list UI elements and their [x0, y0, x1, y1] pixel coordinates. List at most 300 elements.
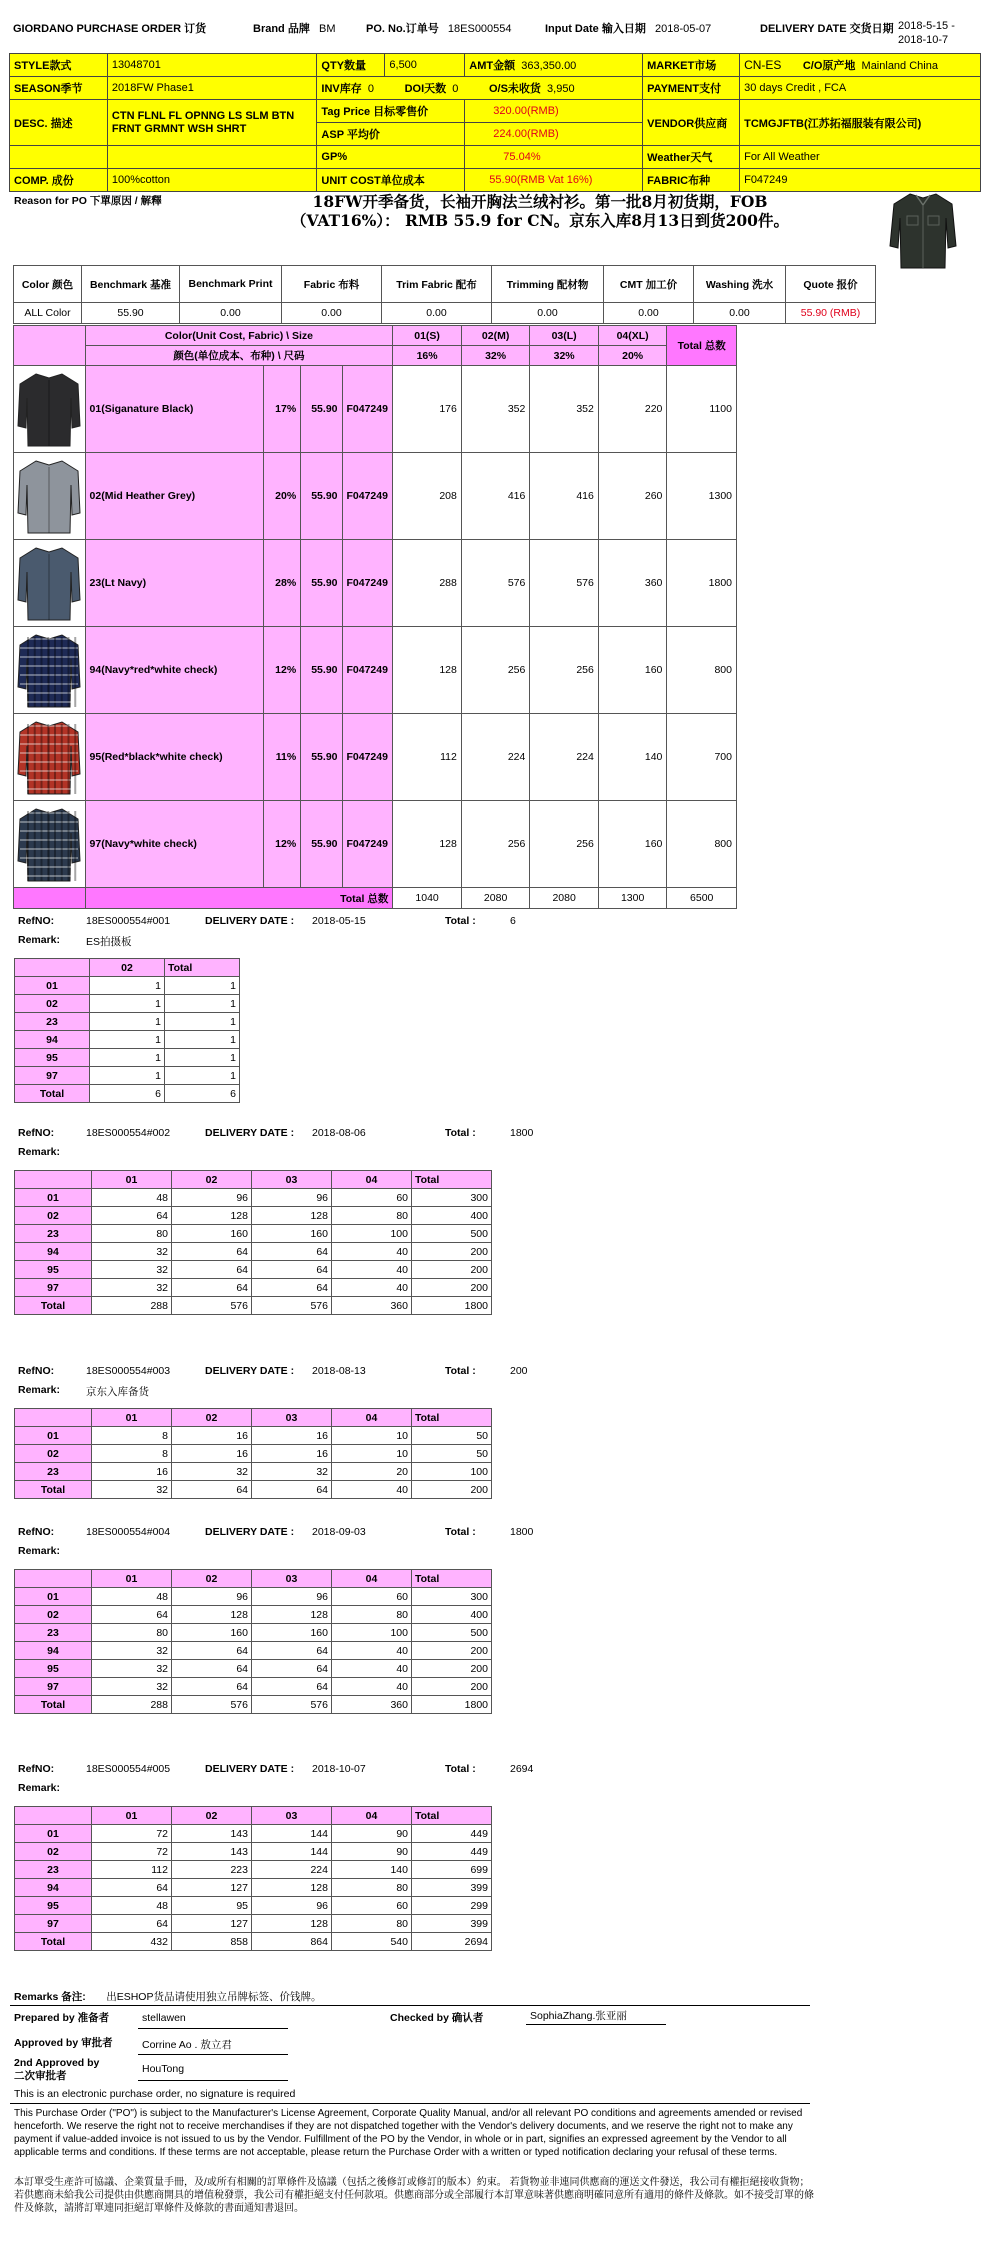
- reason-label: Reason for PO 下單原因 / 解釋: [14, 195, 162, 207]
- delivery-breakdown-table: [14, 1806, 492, 1951]
- shirt-swatch-image: [16, 544, 82, 622]
- legal-english: This Purchase Order ("PO") is subject to the Manufacturer's License Agreement, Corporate Quality Manual, and/or all relevant PO conditions and agreements amended or revised henceforth. We reserve the right not to receive merchandises if they are not dispatched together with the Vendor's delivery documents, and we reserve the right not to make any payment if value-added invoice is not issued to us by the Vendor. Fulfillment of the PO by the Vendor, in whole or in part, signifies an expressed agreement by the Vendor to all applicable terms and conditions. If these terms are not acceptable, please return the Purchase Order with a written or typed notification declaring your refusal of these terms.: [14, 2108, 803, 2158]
- delivery-date-label: DELIVERY DATE :: [205, 1763, 295, 1775]
- color-name: 97(Navy*white check): [85, 801, 263, 888]
- ref-value: 18ES000554#004: [86, 1526, 171, 1538]
- season-label: SEASON季节: [10, 77, 108, 100]
- delivery-qty-cell: 8: [92, 1445, 172, 1463]
- shirt-swatch-image: [16, 370, 82, 448]
- checked-label: Checked by 确认者: [390, 2012, 484, 2024]
- comp-label: COMP. 成份: [10, 169, 108, 192]
- season-value: 2018FW Phase1: [107, 77, 317, 100]
- delivery-qty-cell: 10: [332, 1427, 412, 1445]
- approved2-label-line1: 2nd Approved by: [14, 2057, 100, 2069]
- delivery-qty-cell: 40: [332, 1678, 412, 1696]
- delivery-date-label: DELIVERY DATE :: [205, 1127, 295, 1139]
- matrix-header-line2: 颜色(单位成本、布种) \ 尺码: [85, 346, 393, 366]
- size-qty-cell: 160: [598, 627, 667, 714]
- ref-label: RefNO:: [18, 1127, 55, 1139]
- remark-label: Remark:: [18, 1384, 61, 1396]
- brand-label: Brand 品牌: [253, 23, 310, 35]
- shirt-swatch-image: [16, 631, 82, 709]
- delivery-qty-cell: 32: [172, 1463, 252, 1481]
- delivery-qty-cell: 96: [172, 1588, 252, 1606]
- color-swatch-cell: [14, 627, 86, 714]
- delivery-qty-cell: 140: [332, 1861, 412, 1879]
- delivery-row: [15, 977, 240, 995]
- delivery-col-header: Total: [165, 959, 240, 977]
- color-total-cell: 700: [667, 714, 737, 801]
- delivery-qty-cell: 64: [252, 1481, 332, 1499]
- delivery-date-label: DELIVERY DATE :: [205, 1365, 295, 1377]
- delivery-qty-cell: 32: [92, 1660, 172, 1678]
- size-qty-cell: 576: [530, 540, 599, 627]
- delivery-qty-cell: 1: [90, 1031, 165, 1049]
- delivery-qty-cell: 80: [332, 1879, 412, 1897]
- market-value: CN-ES: [744, 58, 782, 72]
- asp-value: 224.00(RMB): [465, 123, 643, 146]
- delivery-qty-cell: 16: [252, 1427, 332, 1445]
- delivery-date-label: DELIVERY DATE 交货日期: [760, 23, 894, 35]
- delivery-qty-cell: 32: [252, 1463, 332, 1481]
- delivery-qty-cell: 500: [412, 1225, 492, 1243]
- delivery-qty-cell: 16: [172, 1427, 252, 1445]
- delivery-qty-cell: 1: [165, 1013, 240, 1031]
- delivery-qty-cell: 72: [92, 1843, 172, 1861]
- color-name: 95(Red*black*white check): [85, 714, 263, 801]
- origin-value: Mainland China: [861, 60, 938, 72]
- ref-label: RefNO:: [18, 1763, 55, 1775]
- color-total-cell: 1800: [667, 540, 737, 627]
- delivery-qty-cell: 299: [412, 1897, 492, 1915]
- delivery-row-label: 23: [15, 1861, 92, 1879]
- color-percent: 28%: [263, 540, 300, 627]
- delivery-row: [15, 1825, 492, 1843]
- color-fabric: F047249: [342, 627, 393, 714]
- delivery-total-label: Total :: [445, 915, 476, 927]
- electronic-notice: This is an electronic purchase order, no signature is required: [14, 2088, 296, 2100]
- color-percent: 17%: [263, 366, 300, 453]
- delivery-qty-cell: 1800: [412, 1696, 492, 1714]
- delivery-qty-cell: 64: [172, 1642, 252, 1660]
- delivery-col-header: 03: [252, 1570, 332, 1588]
- size-ratio: 32%: [530, 346, 599, 366]
- comp-value: 100%cotton: [107, 169, 317, 192]
- delivery-total-value: 6: [510, 915, 516, 927]
- delivery-qty-cell: 144: [252, 1843, 332, 1861]
- delivery-date-value: 2018-05-15: [312, 915, 366, 927]
- delivery-qty-cell: 128: [252, 1606, 332, 1624]
- delivery-qty-cell: 64: [172, 1261, 252, 1279]
- po-info-grid: [9, 53, 981, 192]
- ref-value: 18ES000554#003: [86, 1365, 171, 1377]
- delivery-row: [15, 1049, 240, 1067]
- delivery-qty-cell: 1: [90, 995, 165, 1013]
- delivery-qty-cell: 20: [332, 1463, 412, 1481]
- vendor-value: TCMGJFTB(江苏拓福服装有限公司): [740, 100, 981, 146]
- approved-label: Approved by 审批者: [14, 2037, 113, 2049]
- delivery-qty-cell: 32: [92, 1678, 172, 1696]
- cost-value-cell: 55.90 (RMB): [786, 303, 876, 324]
- delivery-qty-cell: 60: [332, 1189, 412, 1207]
- delivery-qty-cell: 40: [332, 1279, 412, 1297]
- delivery-total-value: 200: [510, 1365, 528, 1377]
- ref-value: 18ES000554#001: [86, 915, 171, 927]
- delivery-qty-cell: 288: [92, 1297, 172, 1315]
- matrix-header-line1: Color(Unit Cost, Fabric) \ Size: [85, 326, 393, 346]
- delivery-qty-cell: 1: [90, 1049, 165, 1067]
- delivery-row-label: 01: [15, 977, 90, 995]
- delivery-qty-cell: 300: [412, 1588, 492, 1606]
- delivery-qty-cell: 96: [252, 1588, 332, 1606]
- color-percent: 12%: [263, 801, 300, 888]
- fabric-value: F047249: [740, 169, 981, 192]
- delivery-total-label: Total :: [445, 1127, 476, 1139]
- cost-header-cell: Quote 报价: [786, 266, 876, 303]
- ref-value: 18ES000554#005: [86, 1763, 171, 1775]
- delivery-qty-cell: 360: [332, 1696, 412, 1714]
- color-name: 94(Navy*red*white check): [85, 627, 263, 714]
- size-qty-cell: 112: [393, 714, 462, 801]
- delivery-row-label: 95: [15, 1660, 92, 1678]
- delivery-row-label: 02: [15, 995, 90, 1013]
- delivery-row-label: 02: [15, 1843, 92, 1861]
- payment-value: 30 days Credit , FCA: [740, 77, 981, 100]
- cost-breakdown-table: [13, 265, 876, 324]
- delivery-qty-cell: 200: [412, 1660, 492, 1678]
- delivery-qty-cell: 540: [332, 1933, 412, 1951]
- delivery-row: [15, 1427, 492, 1445]
- color-swatch-cell: [14, 453, 86, 540]
- delivery-row-label: 02: [15, 1207, 92, 1225]
- delivery-qty-cell: 40: [332, 1660, 412, 1678]
- delivery-qty-cell: 40: [332, 1481, 412, 1499]
- delivery-qty-cell: 200: [412, 1678, 492, 1696]
- delivery-qty-cell: 300: [412, 1189, 492, 1207]
- cost-header-cell: Washing 洗水: [694, 266, 786, 303]
- delivery-qty-cell: 200: [412, 1243, 492, 1261]
- color-fabric: F047249: [342, 453, 393, 540]
- delivery-qty-cell: 64: [92, 1879, 172, 1897]
- delivery-qty-cell: 112: [92, 1861, 172, 1879]
- grand-total-label: Total 总数: [85, 888, 393, 909]
- shirt-swatch-image: [16, 718, 82, 796]
- delivery-row: [15, 1588, 492, 1606]
- delivery-qty-cell: 60: [332, 1588, 412, 1606]
- gp-value: 75.04%: [465, 146, 643, 169]
- delivery-qty-cell: 96: [252, 1189, 332, 1207]
- delivery-qty-cell: 16: [92, 1463, 172, 1481]
- delivery-row: [15, 1660, 492, 1678]
- delivery-qty-cell: 128: [252, 1207, 332, 1225]
- grand-total-cell: 6500: [667, 888, 737, 909]
- fabric-label: FABRIC布种: [643, 169, 740, 192]
- delivery-qty-cell: 399: [412, 1915, 492, 1933]
- color-swatch-cell: [14, 540, 86, 627]
- cost-value-cell: 0.00: [492, 303, 604, 324]
- delivery-qty-cell: 64: [172, 1481, 252, 1499]
- size-ratio: 20%: [598, 346, 667, 366]
- color-total-cell: 1300: [667, 453, 737, 540]
- delivery-qty-cell: 449: [412, 1825, 492, 1843]
- delivery-total-label: Total :: [445, 1763, 476, 1775]
- delivery-qty-cell: 224: [252, 1861, 332, 1879]
- shirt-swatch-image: [16, 805, 82, 883]
- delivery-col-header: Total: [412, 1409, 492, 1427]
- size-qty-cell: 208: [393, 453, 462, 540]
- cost-value-cell: 0.00: [180, 303, 282, 324]
- delivery-qty-cell: 699: [412, 1861, 492, 1879]
- delivery-row: [15, 1085, 240, 1103]
- reason-line-2: （VAT16%）： RMB 55.9 for CN。京东入库8月13日到货200件。: [291, 211, 789, 230]
- delivery-col-header: 02: [172, 1409, 252, 1427]
- grand-total-cell: 1300: [598, 888, 667, 909]
- delivery-qty-cell: 48: [92, 1897, 172, 1915]
- delivery-qty-cell: 48: [92, 1588, 172, 1606]
- input-date-value: 2018-05-07: [655, 23, 712, 35]
- remark-value: 京东入库备货: [86, 1386, 149, 1398]
- size-qty-cell: 288: [393, 540, 462, 627]
- amt-label: AMT金额: [469, 60, 516, 72]
- matrix-row: [14, 366, 737, 453]
- delivery-qty-cell: 143: [172, 1843, 252, 1861]
- delivery-row: [15, 1445, 492, 1463]
- po-number-label: PO. No.订单号: [366, 23, 439, 35]
- cost-header-cell: Benchmark 基准: [82, 266, 180, 303]
- delivery-qty-cell: 16: [252, 1445, 332, 1463]
- delivery-breakdown-table: [14, 958, 240, 1103]
- size-qty-cell: 416: [530, 453, 599, 540]
- delivery-col-header: 02: [172, 1570, 252, 1588]
- delivery-date-value-1: 2018-5-15 -: [898, 20, 955, 32]
- delivery-qty-cell: 399: [412, 1879, 492, 1897]
- delivery-col-header: 04: [332, 1171, 412, 1189]
- delivery-row-label: Total: [15, 1297, 92, 1315]
- delivery-qty-cell: 128: [252, 1915, 332, 1933]
- color-unit-cost: 55.90: [301, 714, 342, 801]
- doi-label: DOI天数: [404, 83, 447, 95]
- size-header: 03(L): [530, 326, 599, 346]
- delivery-qty-cell: 80: [332, 1915, 412, 1933]
- delivery-total-value: 2694: [510, 1763, 534, 1775]
- cost-value-cell: 0.00: [282, 303, 382, 324]
- delivery-row: [15, 1642, 492, 1660]
- delivery-qty-cell: 223: [172, 1861, 252, 1879]
- delivery-col-header: 03: [252, 1171, 332, 1189]
- color-name: 01(Siganature Black): [85, 366, 263, 453]
- delivery-row: [15, 1696, 492, 1714]
- delivery-qty-cell: 360: [332, 1297, 412, 1315]
- cost-value-cell: ALL Color: [14, 303, 82, 324]
- delivery-qty-cell: 200: [412, 1642, 492, 1660]
- color-total-cell: 800: [667, 627, 737, 714]
- delivery-qty-cell: 200: [412, 1261, 492, 1279]
- color-total-cell: 1100: [667, 366, 737, 453]
- approved2-label-line2: 二次审批者: [14, 2070, 67, 2082]
- delivery-row: [15, 1243, 492, 1261]
- delivery-qty-cell: 32: [92, 1243, 172, 1261]
- size-qty-cell: 224: [461, 714, 530, 801]
- delivery-qty-cell: 90: [332, 1843, 412, 1861]
- asp-label: ASP 平均价: [317, 123, 465, 146]
- prepared-label: Prepared by 准备者: [14, 2012, 110, 2024]
- size-qty-cell: 140: [598, 714, 667, 801]
- color-unit-cost: 55.90: [301, 801, 342, 888]
- delivery-qty-cell: 100: [332, 1225, 412, 1243]
- delivery-row-label: 97: [15, 1678, 92, 1696]
- remark-label: Remark:: [18, 934, 61, 946]
- remarks-value: 出ESHOP货品请使用独立吊牌标签、价钱牌。: [106, 1991, 322, 2003]
- legal-chinese: 本訂單受生產許可協議、企業質量手冊，及/或所有相關的訂單條件及協議（包括之後修訂或修訂的版本）約束。 若貨物並非連同供應商的運送文件發送，我公司有權拒絕接收貨物；若供應商未給我公司提供由供應商開具的增值稅發票，我公司有權拒絕支付任何款項。供應商部分或全部履行本訂單意味著供應商明確同意所有適用的條件及條款。如不接受訂單的條件及條款，請將訂單連同拒絕訂單條件及條款的書面通知書退回。: [14, 2177, 814, 2214]
- color-swatch-cell: [14, 714, 86, 801]
- delivery-row: [15, 1843, 492, 1861]
- checked-value: SophiaZhang.张亚丽: [530, 2010, 627, 2022]
- remark-value: ES拍摄板: [86, 936, 132, 948]
- delivery-qty-cell: 400: [412, 1606, 492, 1624]
- inv-value: 0: [367, 83, 375, 95]
- input-date-label: Input Date 输入日期: [545, 23, 646, 35]
- matrix-total-header: Total 总数: [667, 326, 737, 366]
- delivery-col-header: 01: [92, 1171, 172, 1189]
- delivery-qty-cell: 1: [165, 1049, 240, 1067]
- color-percent: 12%: [263, 627, 300, 714]
- delivery-qty-cell: 1800: [412, 1297, 492, 1315]
- delivery-row: [15, 1933, 492, 1951]
- delivery-qty-cell: 128: [172, 1207, 252, 1225]
- po-number-field: [366, 20, 512, 36]
- delivery-qty-cell: 64: [252, 1678, 332, 1696]
- grand-total-cell: 1040: [393, 888, 462, 909]
- delivery-date-value: 2018-08-06: [312, 1127, 366, 1139]
- delivery-qty-cell: 100: [412, 1463, 492, 1481]
- delivery-row: [15, 1624, 492, 1642]
- delivery-qty-cell: 432: [92, 1933, 172, 1951]
- delivery-qty-cell: 200: [412, 1279, 492, 1297]
- delivery-qty-cell: 64: [252, 1642, 332, 1660]
- delivery-qty-cell: 64: [172, 1243, 252, 1261]
- delivery-qty-cell: 576: [252, 1297, 332, 1315]
- delivery-qty-cell: 100: [332, 1624, 412, 1642]
- delivery-qty-cell: 160: [172, 1225, 252, 1243]
- delivery-qty-cell: 127: [172, 1915, 252, 1933]
- delivery-qty-cell: 400: [412, 1207, 492, 1225]
- desc-value-line2: FRNT GRMNT WSH SHRT: [111, 122, 247, 135]
- delivery-qty-cell: 8: [92, 1427, 172, 1445]
- size-qty-cell: 128: [393, 801, 462, 888]
- delivery-qty-cell: 576: [172, 1297, 252, 1315]
- remarks-row: [14, 1989, 321, 2004]
- delivery-breakdown-table: [14, 1170, 492, 1315]
- delivery-row-label: 95: [15, 1897, 92, 1915]
- cost-header-cell: CMT 加工价: [604, 266, 694, 303]
- delivery-row-label: 97: [15, 1279, 92, 1297]
- size-ratio: 32%: [461, 346, 530, 366]
- delivery-row-label: 97: [15, 1915, 92, 1933]
- size-qty-cell: 360: [598, 540, 667, 627]
- cost-value-cell: 0.00: [382, 303, 492, 324]
- approved-value: Corrine Ao . 敖立君: [142, 2039, 232, 2051]
- delivery-row: [15, 1189, 492, 1207]
- color-unit-cost: 55.90: [301, 366, 342, 453]
- delivery-qty-cell: 576: [172, 1696, 252, 1714]
- size-qty-cell: 256: [530, 801, 599, 888]
- delivery-qty-cell: 80: [92, 1624, 172, 1642]
- po-number-value: 18ES000554: [447, 23, 512, 35]
- delivery-qty-cell: 95: [172, 1897, 252, 1915]
- delivery-row-label: Total: [15, 1481, 92, 1499]
- delivery-row-label: 23: [15, 1225, 92, 1243]
- cost-value-cell: 0.00: [694, 303, 786, 324]
- delivery-date-field: [760, 20, 894, 36]
- delivery-qty-cell: 64: [252, 1279, 332, 1297]
- delivery-row-label: 94: [15, 1243, 92, 1261]
- delivery-qty-cell: 1: [90, 977, 165, 995]
- color-unit-cost: 55.90: [301, 627, 342, 714]
- delivery-qty-cell: 64: [92, 1207, 172, 1225]
- delivery-row: [15, 1031, 240, 1049]
- unit-cost-label: UNIT COST单位成本: [317, 169, 465, 192]
- delivery-total-label: Total :: [445, 1365, 476, 1377]
- color-total-cell: 800: [667, 801, 737, 888]
- origin-label: C/O原产地: [802, 60, 856, 72]
- delivery-row-label: 23: [15, 1013, 90, 1031]
- shirt-swatch-image: [16, 457, 82, 535]
- delivery-row: [15, 1897, 492, 1915]
- delivery-row-label: 94: [15, 1031, 90, 1049]
- size-qty-cell: 416: [461, 453, 530, 540]
- ref-label: RefNO:: [18, 1365, 55, 1377]
- delivery-qty-cell: 10: [332, 1445, 412, 1463]
- market-label: MARKET市场: [643, 54, 740, 77]
- delivery-qty-cell: 80: [92, 1225, 172, 1243]
- color-unit-cost: 55.90: [301, 540, 342, 627]
- grand-total-cell: 2080: [461, 888, 530, 909]
- delivery-date-value-2: 2018-10-7: [898, 34, 949, 46]
- delivery-row-label: 23: [15, 1463, 92, 1481]
- delivery-qty-cell: 160: [252, 1624, 332, 1642]
- ref-label: RefNO:: [18, 915, 55, 927]
- inv-label: INV库存: [321, 83, 362, 95]
- delivery-qty-cell: 288: [92, 1696, 172, 1714]
- qty-label: QTY数量: [317, 54, 385, 77]
- color-fabric: F047249: [342, 801, 393, 888]
- delivery-qty-cell: 32: [92, 1279, 172, 1297]
- tag-price-value: 320.00(RMB): [465, 100, 643, 123]
- qty-value: 6,500: [385, 54, 465, 77]
- delivery-date-value: 2018-10-07: [312, 1763, 366, 1775]
- cost-header-cell: Trimming 配材物: [492, 266, 604, 303]
- color-fabric: F047249: [342, 540, 393, 627]
- delivery-qty-cell: 576: [252, 1696, 332, 1714]
- delivery-col-header: Total: [412, 1807, 492, 1825]
- delivery-row-label: 94: [15, 1879, 92, 1897]
- amt-value: 363,350.00: [521, 60, 577, 72]
- delivery-row: [15, 1915, 492, 1933]
- size-qty-cell: 576: [461, 540, 530, 627]
- delivery-qty-cell: 80: [332, 1606, 412, 1624]
- matrix-row: [14, 714, 737, 801]
- delivery-qty-cell: 96: [252, 1897, 332, 1915]
- size-ratio: 16%: [393, 346, 462, 366]
- delivery-total-label: Total :: [445, 1526, 476, 1538]
- color-fabric: F047249: [342, 366, 393, 453]
- delivery-qty-cell: 40: [332, 1642, 412, 1660]
- os-label: O/S未收货: [488, 83, 541, 95]
- delivery-row-label: 94: [15, 1642, 92, 1660]
- delivery-qty-cell: 1: [165, 1031, 240, 1049]
- color-size-matrix: [13, 325, 737, 909]
- delivery-row-label: 23: [15, 1624, 92, 1642]
